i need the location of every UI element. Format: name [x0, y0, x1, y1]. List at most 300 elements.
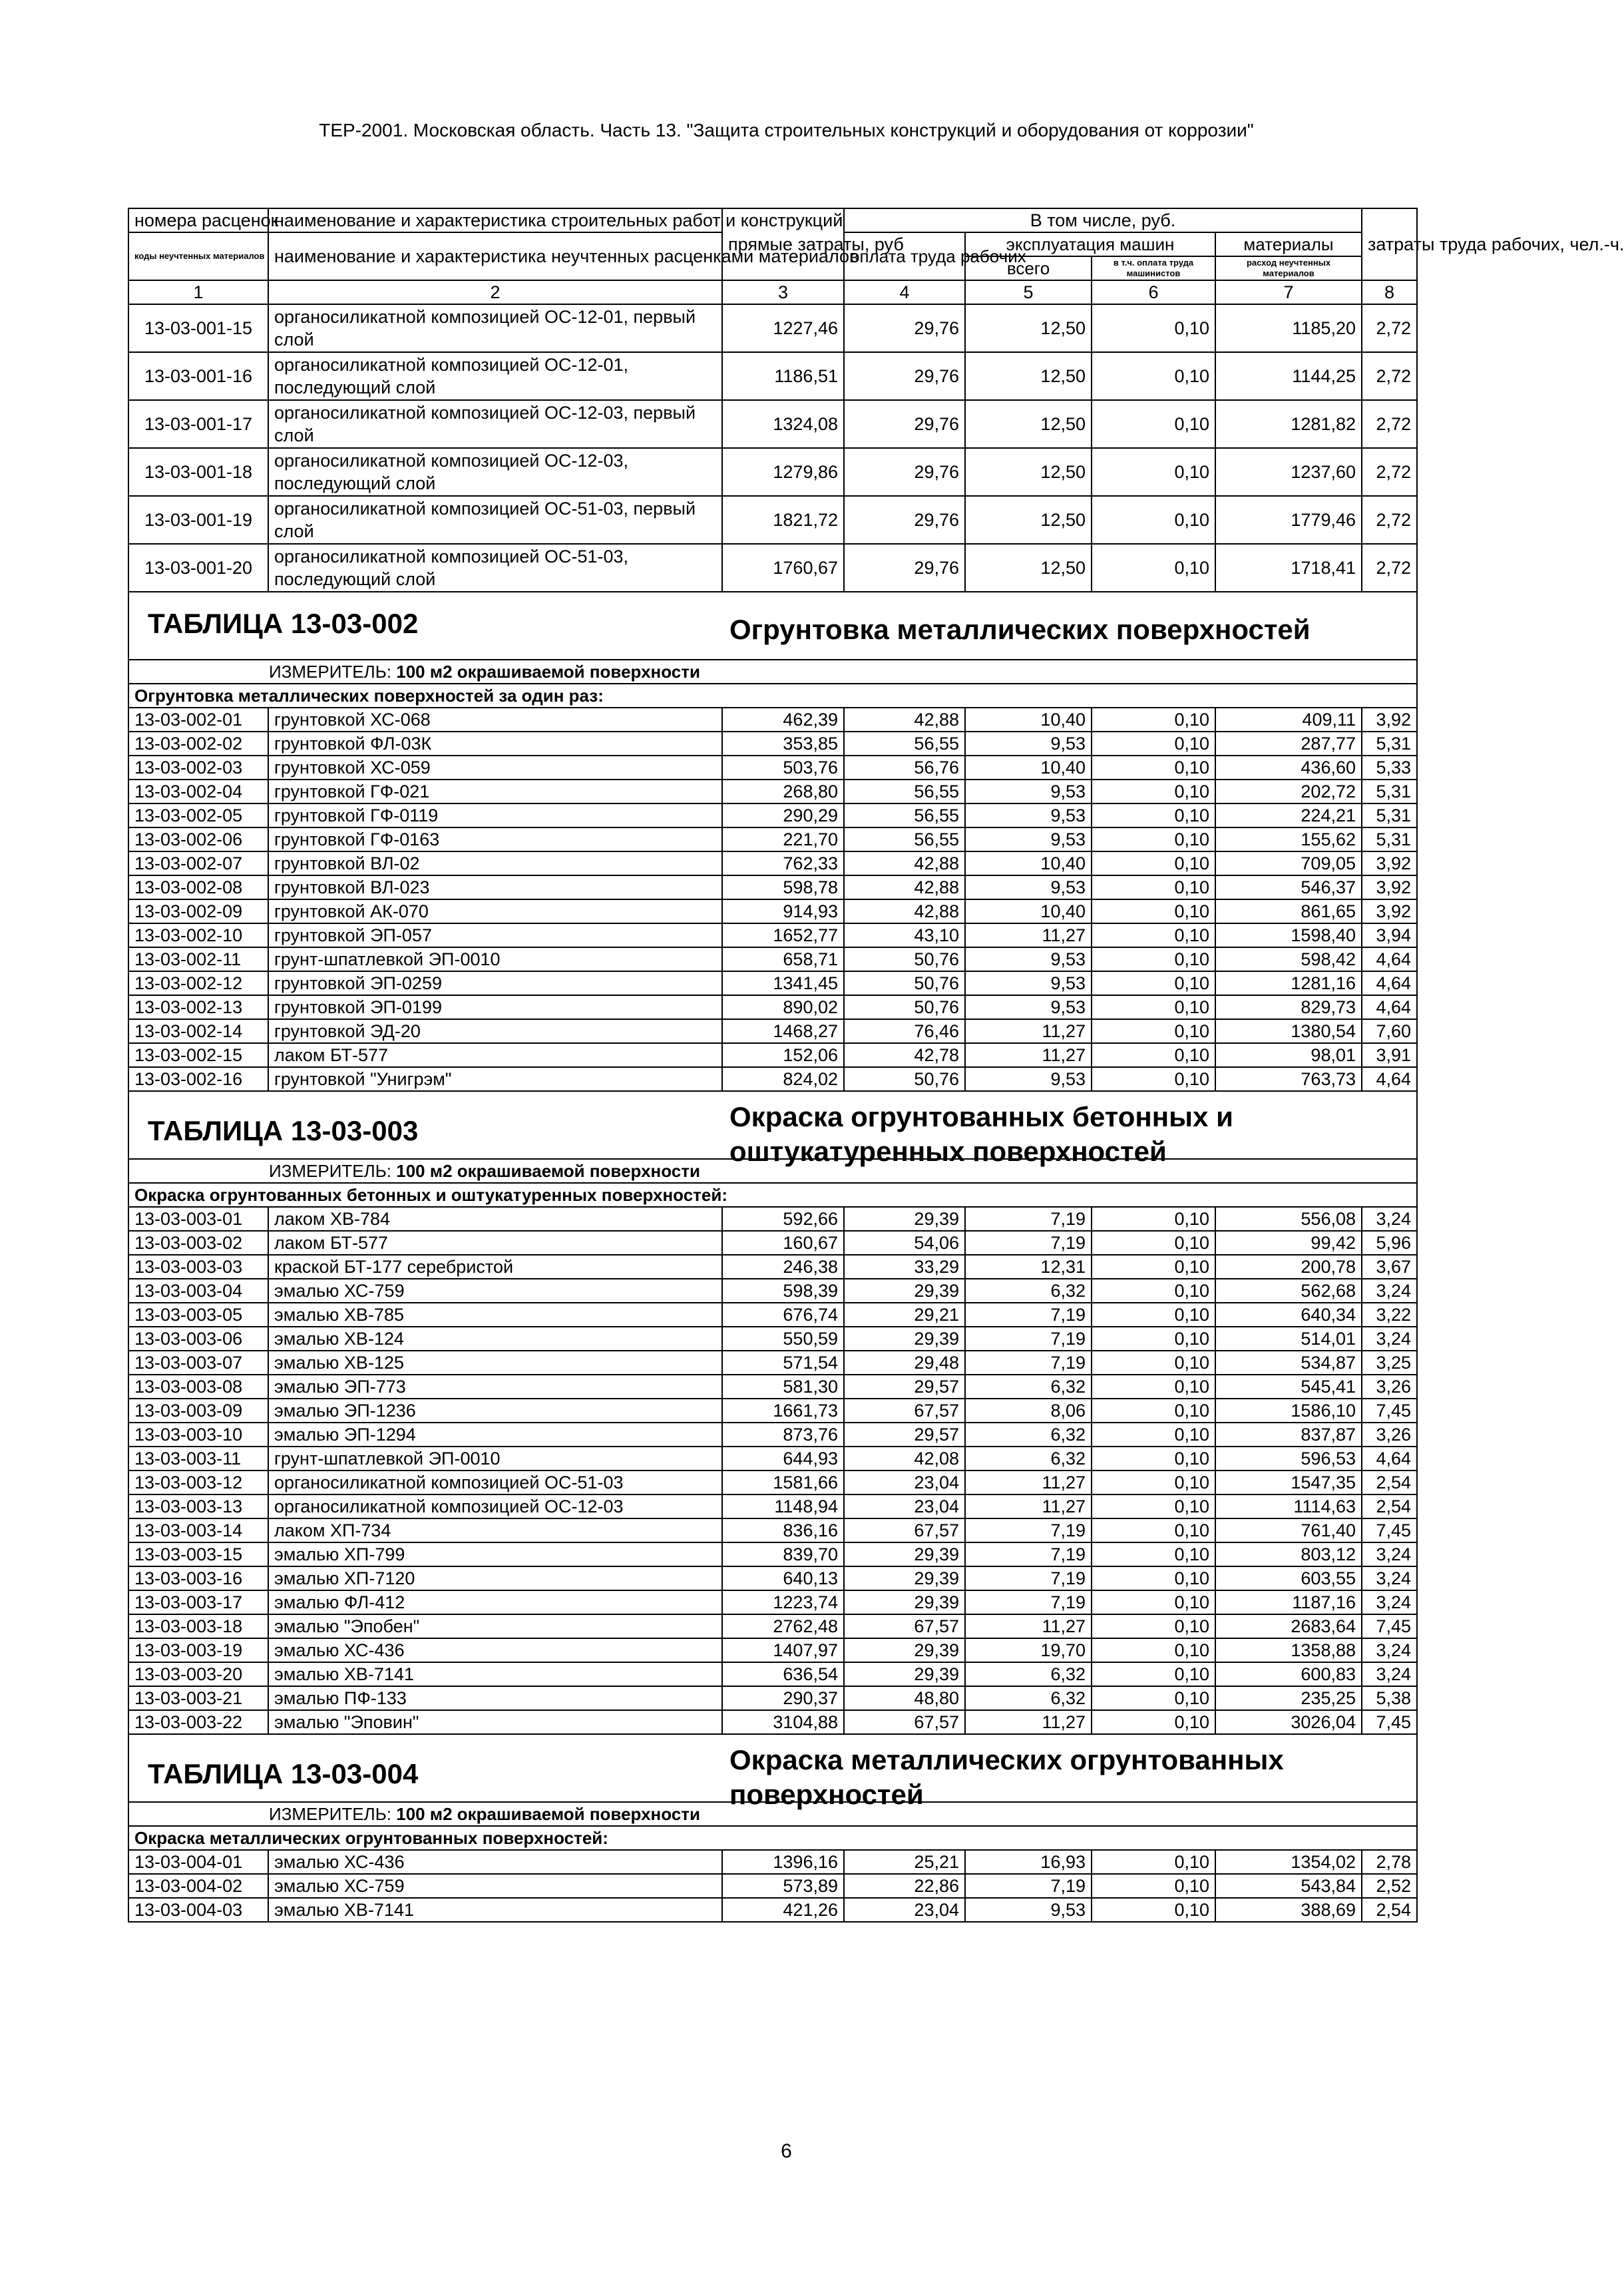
- rates-sheet: [128, 208, 1624, 1923]
- table-heading-box: [134, 1735, 1411, 1810]
- wages: 50,76: [844, 971, 965, 995]
- materials: 600,83: [1215, 1662, 1362, 1686]
- name-header: наименование и характеристика строительных работ и конструкций: [268, 208, 722, 232]
- rate-name: грунтовкой ГФ-021: [268, 780, 722, 803]
- labor: 4,64: [1362, 947, 1417, 971]
- direct-costs: 1341,45: [722, 971, 844, 995]
- table-row: [128, 827, 1417, 851]
- wages: 67,57: [844, 1518, 965, 1542]
- table-row: [128, 1207, 1417, 1231]
- materials: 1237,60: [1215, 448, 1362, 496]
- direct-costs: 152,06: [722, 1043, 844, 1067]
- table-row: [128, 1518, 1417, 1542]
- labor: 2,78: [1362, 1850, 1417, 1874]
- labor: 4,64: [1362, 1447, 1417, 1471]
- wages: 42,78: [844, 1043, 965, 1067]
- machines-wages: 0,10: [1092, 851, 1215, 875]
- table-row: [128, 1710, 1417, 1734]
- rate-code: 13-03-004-02: [128, 1874, 268, 1898]
- direct-costs: 462,39: [722, 708, 844, 732]
- column-number: 6: [1092, 280, 1215, 304]
- table-heading: [128, 1091, 1417, 1167]
- rate-code: 13-03-002-01: [128, 708, 268, 732]
- machines-total: 9,53: [965, 780, 1092, 803]
- rate-name: органосиликатной композицией ОС-12-03, первый слой: [268, 400, 722, 448]
- rate-name: эмалью ХП-7120: [268, 1566, 722, 1590]
- table-row: [128, 544, 1417, 592]
- labor: 7,60: [1362, 1019, 1417, 1043]
- direct-costs: 890,02: [722, 995, 844, 1019]
- table-row: [128, 352, 1417, 400]
- machines-total: 7,19: [965, 1351, 1092, 1375]
- rate-name: грунтовкой ФЛ-03К: [268, 732, 722, 756]
- table-row: [128, 1327, 1417, 1351]
- labor: 2,72: [1362, 352, 1417, 400]
- direct-costs-header: прямые затраты, руб: [722, 208, 844, 280]
- rate-code: 13-03-002-15: [128, 1043, 268, 1067]
- machines-wages: 0,10: [1092, 1710, 1215, 1734]
- machines-total: 12,50: [965, 304, 1092, 352]
- wages: 23,04: [844, 1898, 965, 1922]
- table-row: [128, 1019, 1417, 1043]
- machines-total: 7,19: [965, 1231, 1092, 1255]
- table-row: [128, 1638, 1417, 1662]
- machines-total: 11,27: [965, 1043, 1092, 1067]
- labor: 5,38: [1362, 1686, 1417, 1710]
- rate-name: эмалью ЭП-1294: [268, 1423, 722, 1447]
- materials: 98,01: [1215, 1043, 1362, 1067]
- machines-wages: 0,10: [1092, 1566, 1215, 1590]
- machines-total: 6,32: [965, 1662, 1092, 1686]
- labor: 3,26: [1362, 1423, 1417, 1447]
- wages: 23,04: [844, 1494, 965, 1518]
- direct-costs: 644,93: [722, 1447, 844, 1471]
- measure-value: 100 м2 окрашиваемой поверхности: [396, 662, 700, 682]
- wages: 29,76: [844, 352, 965, 400]
- machines-wages: 0,10: [1092, 352, 1215, 400]
- measure-value: 100 м2 окрашиваемой поверхности: [396, 1804, 700, 1824]
- rate-name: лаком ХВ-784: [268, 1207, 722, 1231]
- materials: 1358,88: [1215, 1638, 1362, 1662]
- column-number: 4: [844, 280, 965, 304]
- rate-code: 13-03-001-18: [128, 448, 268, 496]
- machines-wages: 0,10: [1092, 923, 1215, 947]
- table-row: [128, 923, 1417, 947]
- measure-value: 100 м2 окрашиваемой поверхности: [396, 1161, 700, 1181]
- direct-costs: 1186,51: [722, 352, 844, 400]
- machines-total: 9,53: [965, 732, 1092, 756]
- rate-name: эмалью ХВ-125: [268, 1351, 722, 1375]
- table-row: [128, 1255, 1417, 1279]
- table-title: [729, 1100, 1233, 1169]
- direct-costs: 1821,72: [722, 496, 844, 544]
- table-title-line: поверхностей: [729, 1779, 924, 1810]
- rate-name: грунтовкой ГФ-0119: [268, 803, 722, 827]
- machines-wages: 0,10: [1092, 1375, 1215, 1399]
- labor: 3,94: [1362, 923, 1417, 947]
- table-row: [128, 1542, 1417, 1566]
- labor: 5,31: [1362, 803, 1417, 827]
- machines-wages: 0,10: [1092, 1542, 1215, 1566]
- machines-wages: 0,10: [1092, 1423, 1215, 1447]
- rate-name: лаком БТ-577: [268, 1043, 722, 1067]
- rate-name: грунтовкой ГФ-0163: [268, 827, 722, 851]
- wages: 29,76: [844, 400, 965, 448]
- measure-unit: [128, 660, 1417, 684]
- direct-costs: 268,80: [722, 780, 844, 803]
- machines-wages: 0,10: [1092, 448, 1215, 496]
- table-title: [729, 612, 1311, 647]
- wages: 29,76: [844, 544, 965, 592]
- machines-total-header: всего: [965, 256, 1092, 280]
- table-row: [128, 1447, 1417, 1471]
- labor: 7,45: [1362, 1518, 1417, 1542]
- table-row: [128, 1303, 1417, 1327]
- rate-code: 13-03-001-20: [128, 544, 268, 592]
- section-title: Огрунтовка металлических поверхностей за один раз:: [128, 684, 1417, 708]
- rate-code: 13-03-002-09: [128, 899, 268, 923]
- materials: 556,08: [1215, 1207, 1362, 1231]
- table-row: [128, 496, 1417, 544]
- table-row: [128, 732, 1417, 756]
- table-row: [128, 780, 1417, 803]
- wages: 29,39: [844, 1542, 965, 1566]
- table-row: [128, 1423, 1417, 1447]
- direct-costs: 598,78: [722, 875, 844, 899]
- labor: 4,64: [1362, 995, 1417, 1019]
- rate-name: лаком ХП-734: [268, 1518, 722, 1542]
- labor: 3,92: [1362, 708, 1417, 732]
- labor: 3,26: [1362, 1375, 1417, 1399]
- machines-total: 12,50: [965, 400, 1092, 448]
- machines-total: 7,19: [965, 1327, 1092, 1351]
- direct-costs: 221,70: [722, 827, 844, 851]
- machines-total: 11,27: [965, 1471, 1092, 1494]
- table-heading-row: [128, 1091, 1417, 1159]
- labor: 5,31: [1362, 732, 1417, 756]
- rate-code: 13-03-003-11: [128, 1447, 268, 1471]
- machines-total: 9,53: [965, 827, 1092, 851]
- rate-code: 13-03-001-15: [128, 304, 268, 352]
- machines-total: 9,53: [965, 995, 1092, 1019]
- rate-name: эмалью ХВ-785: [268, 1303, 722, 1327]
- machines-total: 7,19: [965, 1566, 1092, 1590]
- labor: 3,24: [1362, 1566, 1417, 1590]
- direct-costs: 836,16: [722, 1518, 844, 1542]
- wages: 56,55: [844, 827, 965, 851]
- machines-wages: 0,10: [1092, 803, 1215, 827]
- labor: 3,24: [1362, 1542, 1417, 1566]
- column-number: 5: [965, 280, 1092, 304]
- machines-header: эксплуатация машин: [965, 232, 1215, 256]
- materials: 598,42: [1215, 947, 1362, 971]
- rate-code: 13-03-003-15: [128, 1542, 268, 1566]
- rate-code: 13-03-003-14: [128, 1518, 268, 1542]
- materials: 409,11: [1215, 708, 1362, 732]
- machines-total: 12,50: [965, 448, 1092, 496]
- wages: 56,55: [844, 732, 965, 756]
- labor: 2,72: [1362, 544, 1417, 592]
- machines-total: 11,27: [965, 1019, 1092, 1043]
- wages: 42,88: [844, 851, 965, 875]
- wages: 50,76: [844, 947, 965, 971]
- machines-wages: 0,10: [1092, 1043, 1215, 1067]
- machines-wages: 0,10: [1092, 1494, 1215, 1518]
- rate-name: органосиликатной композицией ОС-12-01, первый слой: [268, 304, 722, 352]
- rate-code: 13-03-003-04: [128, 1279, 268, 1303]
- rate-name: органосиликатной композицией ОС-12-01, последующий слой: [268, 352, 722, 400]
- direct-costs: 676,74: [722, 1303, 844, 1327]
- materials: 803,12: [1215, 1542, 1362, 1566]
- rate-name: эмалью "Эповин": [268, 1710, 722, 1734]
- table-heading-box: [134, 592, 1411, 659]
- machines-total: 9,53: [965, 1898, 1092, 1922]
- materials: 1779,46: [1215, 496, 1362, 544]
- table-heading-row: [128, 592, 1417, 660]
- rate-code: 13-03-002-05: [128, 803, 268, 827]
- machines-total: 9,53: [965, 803, 1092, 827]
- rate-code: 13-03-002-02: [128, 732, 268, 756]
- materials: 1586,10: [1215, 1399, 1362, 1423]
- column-number: 7: [1215, 280, 1362, 304]
- direct-costs: 353,85: [722, 732, 844, 756]
- machines-wages: 0,10: [1092, 947, 1215, 971]
- rate-name: органосиликатной композицией ОС-12-03, последующий слой: [268, 448, 722, 496]
- materials: 1114,63: [1215, 1494, 1362, 1518]
- direct-costs: 636,54: [722, 1662, 844, 1686]
- rate-code: 13-03-003-02: [128, 1231, 268, 1255]
- machines-total: 7,19: [965, 1874, 1092, 1898]
- materials: 534,87: [1215, 1351, 1362, 1375]
- materials: 829,73: [1215, 995, 1362, 1019]
- rate-code: 13-03-002-04: [128, 780, 268, 803]
- machines-wages: 0,10: [1092, 756, 1215, 780]
- machines-total: 10,40: [965, 851, 1092, 875]
- labor: 4,64: [1362, 1067, 1417, 1091]
- materials: 1144,25: [1215, 352, 1362, 400]
- labor: 5,31: [1362, 827, 1417, 851]
- table-row: [128, 304, 1417, 352]
- wages: 42,88: [844, 708, 965, 732]
- machines-total: 6,32: [965, 1279, 1092, 1303]
- table-row: [128, 400, 1417, 448]
- rate-code: 13-03-003-21: [128, 1686, 268, 1710]
- machines-total: 10,40: [965, 708, 1092, 732]
- direct-costs: 1148,94: [722, 1494, 844, 1518]
- wages: 29,76: [844, 304, 965, 352]
- rate-name: грунтовкой ХС-068: [268, 708, 722, 732]
- table-heading-row: [128, 1734, 1417, 1802]
- machines-total: 11,27: [965, 1494, 1092, 1518]
- rate-code: 13-03-003-05: [128, 1303, 268, 1327]
- section-title: Окраска огрунтованных бетонных и оштукатуренных поверхностей:: [128, 1183, 1417, 1207]
- machines-total: 7,19: [965, 1518, 1092, 1542]
- rates-table: [128, 208, 1624, 1923]
- direct-costs: 1227,46: [722, 304, 844, 352]
- direct-costs: 571,54: [722, 1351, 844, 1375]
- direct-costs: 581,30: [722, 1375, 844, 1399]
- machines-wages: 0,10: [1092, 1067, 1215, 1091]
- labor-header: затраты труда рабочих, чел.-ч.: [1362, 208, 1417, 280]
- machines-wages-header: в т.ч. оплата труда машинистов: [1092, 256, 1215, 280]
- table-title-line: Окраска огрунтованных бетонных и: [729, 1101, 1233, 1132]
- machines-total: 6,32: [965, 1423, 1092, 1447]
- materials: 287,77: [1215, 732, 1362, 756]
- direct-costs: 421,26: [722, 1898, 844, 1922]
- direct-costs: 762,33: [722, 851, 844, 875]
- direct-costs: 1324,08: [722, 400, 844, 448]
- machines-total: 9,53: [965, 947, 1092, 971]
- materials: 596,53: [1215, 1447, 1362, 1471]
- labor: 2,54: [1362, 1494, 1417, 1518]
- table-number: ТАБЛИЦА 13-03-003: [148, 1115, 419, 1146]
- rate-code: 13-03-003-18: [128, 1614, 268, 1638]
- direct-costs: 1396,16: [722, 1850, 844, 1874]
- direct-costs: 573,89: [722, 1874, 844, 1898]
- wages: 50,76: [844, 1067, 965, 1091]
- table-title-line: оштукатуренных поверхностей: [729, 1136, 1167, 1167]
- table-row: [128, 947, 1417, 971]
- machines-wages: 0,10: [1092, 1614, 1215, 1638]
- table-number: ТАБЛИЦА 13-03-002: [148, 608, 419, 639]
- rate-name: грунтовкой АК-070: [268, 899, 722, 923]
- wages: 67,57: [844, 1614, 965, 1638]
- rate-code: 13-03-002-13: [128, 995, 268, 1019]
- rate-name: эмалью ХС-436: [268, 1850, 722, 1874]
- direct-costs: 1279,86: [722, 448, 844, 496]
- rate-name: грунтовкой ЭП-057: [268, 923, 722, 947]
- direct-costs: 2762,48: [722, 1614, 844, 1638]
- rate-name: эмалью ХВ-7141: [268, 1662, 722, 1686]
- measure-label: ИЗМЕРИТЕЛЬ:: [269, 1161, 391, 1181]
- rate-name: эмалью ЭП-773: [268, 1375, 722, 1399]
- machines-wages: 0,10: [1092, 1898, 1215, 1922]
- table-row: [128, 875, 1417, 899]
- table-row: [128, 1494, 1417, 1518]
- table-row: [128, 1279, 1417, 1303]
- direct-costs: 873,76: [722, 1423, 844, 1447]
- labor: 2,72: [1362, 496, 1417, 544]
- table-row: [128, 899, 1417, 923]
- materials: 1547,35: [1215, 1471, 1362, 1494]
- machines-wages: 0,10: [1092, 1279, 1215, 1303]
- labor: 3,92: [1362, 851, 1417, 875]
- wages: 67,57: [844, 1399, 965, 1423]
- machines-wages: 0,10: [1092, 1019, 1215, 1043]
- rate-code: 13-03-002-16: [128, 1067, 268, 1091]
- code-header: номера расценок: [128, 208, 268, 232]
- materials: 837,87: [1215, 1423, 1362, 1447]
- rate-name: эмалью ХВ-124: [268, 1327, 722, 1351]
- wages: 29,39: [844, 1662, 965, 1686]
- machines-total: 12,50: [965, 496, 1092, 544]
- rate-code: 13-03-003-03: [128, 1255, 268, 1279]
- including-header: В том числе, руб.: [844, 208, 1362, 232]
- wages: 29,39: [844, 1207, 965, 1231]
- labor: 5,96: [1362, 1231, 1417, 1255]
- wages: 25,21: [844, 1850, 965, 1874]
- wages: 67,57: [844, 1710, 965, 1734]
- materials: 99,42: [1215, 1231, 1362, 1255]
- machines-total: 10,40: [965, 756, 1092, 780]
- machines-total: 9,53: [965, 971, 1092, 995]
- direct-costs: 3104,88: [722, 1710, 844, 1734]
- rate-code: 13-03-002-14: [128, 1019, 268, 1043]
- column-number: 2: [268, 280, 722, 304]
- rate-code: 13-03-002-12: [128, 971, 268, 995]
- rate-name: эмалью ХС-759: [268, 1874, 722, 1898]
- wages: 33,29: [844, 1255, 965, 1279]
- direct-costs: 824,02: [722, 1067, 844, 1091]
- direct-costs: 1760,67: [722, 544, 844, 592]
- section-title: Окраска металлических огрунтованных поверхностей:: [128, 1826, 1417, 1850]
- materials: 200,78: [1215, 1255, 1362, 1279]
- rate-name: органосиликатной композицией ОС-51-03, последующий слой: [268, 544, 722, 592]
- rate-code: 13-03-003-22: [128, 1710, 268, 1734]
- wages: 50,76: [844, 995, 965, 1019]
- machines-wages: 0,10: [1092, 496, 1215, 544]
- machines-wages: 0,10: [1092, 400, 1215, 448]
- rate-name: грунтовкой ВЛ-023: [268, 875, 722, 899]
- materials: 1598,40: [1215, 923, 1362, 947]
- materials: 224,21: [1215, 803, 1362, 827]
- direct-costs: 503,76: [722, 756, 844, 780]
- column-number: 8: [1362, 280, 1417, 304]
- rate-code: 13-03-003-01: [128, 1207, 268, 1231]
- rate-name: эмалью ХС-759: [268, 1279, 722, 1303]
- machines-total: 7,19: [965, 1303, 1092, 1327]
- labor: 2,54: [1362, 1898, 1417, 1922]
- machines-total: 12,50: [965, 352, 1092, 400]
- table-row: [128, 1471, 1417, 1494]
- rate-name: эмалью "Эпобен": [268, 1614, 722, 1638]
- column-number: 1: [128, 280, 268, 304]
- machines-total: 10,40: [965, 899, 1092, 923]
- header-row-1: [128, 208, 1417, 232]
- rate-name: эмалью ХП-799: [268, 1542, 722, 1566]
- machines-total: 11,27: [965, 923, 1092, 947]
- rate-code: 13-03-002-07: [128, 851, 268, 875]
- rate-code: 13-03-001-16: [128, 352, 268, 400]
- materials: 388,69: [1215, 1898, 1362, 1922]
- rate-name: грунтовкой ВЛ-02: [268, 851, 722, 875]
- measure-label: ИЗМЕРИТЕЛЬ:: [269, 662, 391, 682]
- machines-wages: 0,10: [1092, 1874, 1215, 1898]
- rate-name: органосиликатной композицией ОС-51-03, первый слой: [268, 496, 722, 544]
- rate-name: грунт-шпатлевкой ЭП-0010: [268, 947, 722, 971]
- rate-code: 13-03-003-17: [128, 1590, 268, 1614]
- materials: 514,01: [1215, 1327, 1362, 1351]
- wages: 54,06: [844, 1231, 965, 1255]
- direct-costs: 839,70: [722, 1542, 844, 1566]
- machines-wages: 0,10: [1092, 1471, 1215, 1494]
- labor: 4,64: [1362, 971, 1417, 995]
- materials: 1281,82: [1215, 400, 1362, 448]
- rate-name: грунтовкой ЭД-20: [268, 1019, 722, 1043]
- page-header: ТЕР-2001. Московская область. Часть 13. "Защита строительных конструкций и оборудования от коррозии": [319, 120, 1254, 140]
- labor: 7,45: [1362, 1614, 1417, 1638]
- table-row: [128, 1898, 1417, 1922]
- wages: 29,39: [844, 1279, 965, 1303]
- direct-costs: 1661,73: [722, 1399, 844, 1423]
- machines-wages: 0,10: [1092, 971, 1215, 995]
- wages: 29,39: [844, 1638, 965, 1662]
- rate-code: 13-03-003-19: [128, 1638, 268, 1662]
- rate-name: эмалью ЭП-1236: [268, 1399, 722, 1423]
- measure-row: [128, 660, 1417, 684]
- section-row: [128, 684, 1417, 708]
- materials: 1187,16: [1215, 1590, 1362, 1614]
